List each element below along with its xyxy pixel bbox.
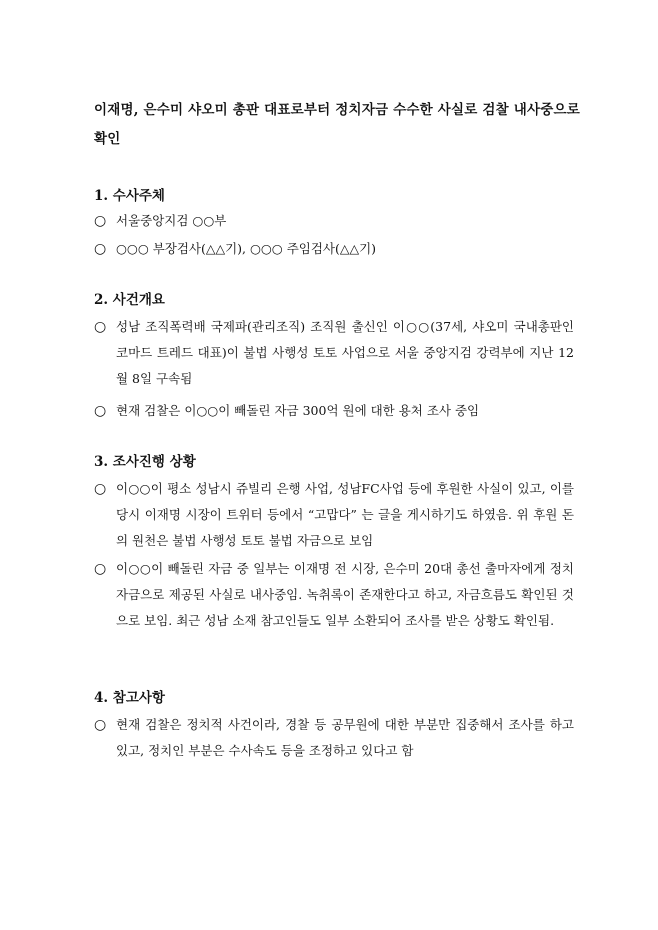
bullet-circle-icon: ○	[94, 241, 107, 257]
list-item	[94, 712, 574, 764]
list-item-text: 이○○이 평소 성남시 쥬빌리 은행 사업, 성남FC사업 등에 후원한 사실이 있고, 이를 당시 이재명 시장이 트위터 등에서 “고맙다” 는 글을 게시하기도 하였음. 위 후원 돈의 원천은 불법 사행성 토토 불법 자금으로 보임	[116, 481, 574, 548]
list-item	[94, 398, 574, 424]
section-heading-investigating-body: 1. 수사주체	[94, 188, 165, 204]
list-item-text: 현재 검찰은 이○○이 빼돌린 자금 300억 원에 대한 용처 조사 중임	[116, 403, 480, 418]
list-item	[94, 208, 574, 234]
section-heading-investigation-status: 3. 조사진행 상황	[94, 454, 196, 470]
list-item	[94, 314, 574, 392]
section-heading-notes: 4. 참고사항	[94, 690, 165, 706]
list-item	[94, 236, 574, 262]
list-item-text: 현재 검찰은 정치적 사건이라, 경찰 등 공무원에 대한 부분만 집중해서 조사를 하고 있고, 정치인 부분은 수사속도 등을 조정하고 있다고 함	[116, 717, 574, 758]
list-item-text: 이○○이 빼돌린 자금 중 일부는 이재명 전 시장, 은수미 20대 총선 출마자에게 정치자금으로 제공된 사실로 내사중임. 녹취록이 존재한다고 하고, 자금흐름도 확인된 것으로 보임. 최근 성남 소재 참고인들도 일부 소환되어 조사를 받은 상황도 확인됨.	[116, 561, 574, 628]
list-item-text: 서울중앙지검 ○○부	[116, 213, 227, 228]
bullet-circle-icon: ○	[94, 403, 107, 419]
bullet-circle-icon: ○	[94, 319, 107, 335]
bullet-circle-icon: ○	[94, 717, 107, 733]
list-item	[94, 476, 574, 554]
section-heading-case-overview: 2. 사건개요	[94, 292, 165, 308]
list-item-text: 성남 조직폭력배 국제파(관리조직) 조직원 출신인 이○○(37세, 샤오미 국내총판인 코마드 트레드 대표)이 불법 사행성 토토 사업으로 서울 중앙지검 강력부에 지난 12월 8일 구속됨	[116, 319, 574, 386]
document-title: 이재명, 은수미 샤오미 총판 대표로부터 정치자금 수수한 사실로 검찰 내사중으로 확인	[94, 102, 580, 147]
bullet-circle-icon: ○	[94, 481, 107, 497]
bullet-circle-icon: ○	[94, 561, 107, 577]
list-item	[94, 556, 574, 634]
bullet-circle-icon: ○	[94, 213, 107, 229]
list-item-text: ○○○ 부장검사(△△기), ○○○ 주임검사(△△기)	[116, 241, 377, 256]
